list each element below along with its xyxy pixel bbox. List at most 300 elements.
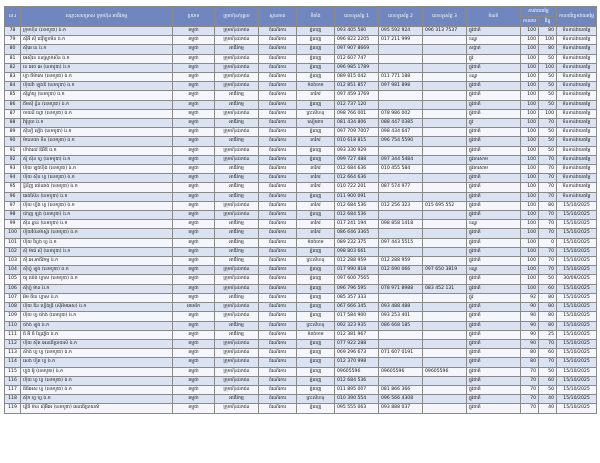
cell-owner[interactable]: ក្រុមហ៊ុនឯកជន xyxy=(215,404,259,413)
cell-place[interactable]: ភ្នំពេញ xyxy=(297,376,335,385)
cell-sub2[interactable]: 70 xyxy=(539,165,557,174)
cell-note[interactable]: ផ្លូវជាតិ xyxy=(467,238,521,247)
cell-sub2[interactable]: 50 xyxy=(539,146,557,155)
cell-type[interactable]: អាមេរិក xyxy=(173,303,215,312)
cell-phone3[interactable] xyxy=(423,109,467,118)
cell-name[interactable]: ហ៊ុយ ហ្វែង ហ្វ ឯ.ក xyxy=(21,238,173,247)
cell-owner[interactable]: អាជីវកម្ម xyxy=(215,395,259,404)
cell-no[interactable]: 116 xyxy=(5,376,21,385)
cell-phone1[interactable]: 012 684 636 xyxy=(335,165,379,174)
cell-no[interactable]: 115 xyxy=(5,367,21,376)
cell-place[interactable]: ភ្នំពេញ xyxy=(297,63,335,72)
cell-phone2[interactable]: 098 434 647 xyxy=(379,128,423,137)
cell-phone3[interactable] xyxy=(423,183,467,192)
cell-no[interactable]: 99 xyxy=(5,220,21,229)
cell-phone2[interactable]: 093 488 488 xyxy=(379,303,423,312)
cell-phone3[interactable] xyxy=(423,385,467,394)
cell-owner[interactable]: ក្រុមហ៊ុនឯកជន xyxy=(215,284,259,293)
cell-owner[interactable]: អាជីវកម្ម xyxy=(215,247,259,256)
cell-date[interactable]: 30/09/2025 xyxy=(557,275,597,284)
cell-phone2[interactable]: 081 866 366 xyxy=(379,385,423,394)
cell-place[interactable]: ភ្នំពេញ xyxy=(297,284,335,293)
cell-owner[interactable]: ក្រុមហ៊ុនឯកជន xyxy=(215,349,259,358)
cell-type[interactable]: គម្ពុជា xyxy=(173,238,215,247)
cell-phone1[interactable]: 097 907 8669 xyxy=(335,45,379,54)
cell-owner[interactable]: អាជីវកម្ម xyxy=(215,137,259,146)
cell-name[interactable]: ធី អ៊ី ធី ខ្សែភ្លើង ឯ.ក xyxy=(21,330,173,339)
cell-status[interactable]: ដំណើរការ xyxy=(259,358,297,367)
cell-sub1[interactable]: 100 xyxy=(521,165,539,174)
cell-sub1[interactable]: 100 xyxy=(521,119,539,128)
cell-type[interactable]: គម្ពុជា xyxy=(173,339,215,348)
cell-sub1[interactable]: 100 xyxy=(521,73,539,82)
cell-no[interactable]: 113 xyxy=(5,349,21,358)
cell-status[interactable]: ដំណើរការ xyxy=(259,266,297,275)
cell-phone2[interactable] xyxy=(379,376,423,385)
cell-note[interactable]: ផ្លូវជាតិ xyxy=(467,82,521,91)
cell-sub1[interactable]: 100 xyxy=(521,257,539,266)
cell-sub2[interactable]: 70 xyxy=(539,339,557,348)
cell-name[interactable]: ចាយនី ហ្គោ (ខេមបូឌា) ឯ.ក xyxy=(21,109,173,118)
cell-place[interactable]: ភ្នំពេញ xyxy=(297,247,335,256)
cell-sub1[interactable]: 80 xyxy=(521,349,539,358)
cell-phone3[interactable] xyxy=(423,119,467,128)
cell-place[interactable]: តាកែវ xyxy=(297,220,335,229)
cell-sub1[interactable]: 100 xyxy=(521,155,539,164)
cell-type[interactable]: គម្ពុជា xyxy=(173,395,215,404)
cell-status[interactable]: ដំណើរការ xyxy=(259,211,297,220)
cell-date[interactable]: មិនទាន់វាយតម្លៃ xyxy=(557,100,597,109)
cell-phone1[interactable]: 077 922 288 xyxy=(335,339,379,348)
cell-date[interactable]: មិនទាន់វាយតម្លៃ xyxy=(557,155,597,164)
cell-date[interactable]: មិនទាន់វាយតម្លៃ xyxy=(557,137,597,146)
cell-owner[interactable]: អាជីវកម្ម xyxy=(215,330,259,339)
cell-no[interactable]: 97 xyxy=(5,201,21,210)
cell-status[interactable]: ដំណើរការ xyxy=(259,229,297,238)
cell-name[interactable]: វ៉ារ៉ូបូធា ឯ.ក xyxy=(21,119,173,128)
cell-date[interactable]: មិនទាន់វាយតម្លៃ xyxy=(557,73,597,82)
cell-sub1[interactable]: 100 xyxy=(521,27,539,36)
cell-phone3[interactable] xyxy=(423,165,467,174)
cell-note[interactable]: ផ្លូវជាតិ xyxy=(467,358,521,367)
cell-sub1[interactable]: 100 xyxy=(521,183,539,192)
cell-type[interactable]: គម្ពុជា xyxy=(173,312,215,321)
cell-no[interactable]: 98 xyxy=(5,211,21,220)
cell-phone1[interactable]: 09605596 xyxy=(335,367,379,376)
cell-owner[interactable]: ក្រុមហ៊ុនឯកជន xyxy=(215,54,259,63)
cell-sub1[interactable]: 100 xyxy=(521,82,539,91)
cell-phone1[interactable]: 012 684 536 xyxy=(335,211,379,220)
cell-sub2[interactable]: 80 xyxy=(539,321,557,330)
cell-owner[interactable]: អាជីវកម្ម xyxy=(215,321,259,330)
header-sub2[interactable]: ពិន្ទុ xyxy=(539,17,557,27)
cell-phone2[interactable]: 096 566 4308 xyxy=(379,395,423,404)
cell-phone2[interactable]: 09605596 xyxy=(379,367,423,376)
cell-name[interactable]: ហ៊ុយ ឡុងហ៊ុង (ខេមបូឌា) ឯ.ក xyxy=(21,165,173,174)
cell-phone3[interactable] xyxy=(423,247,467,256)
cell-name[interactable]: ហ៊ុយ ស៊ីត អេនធើប្រាយស៍ ឯ.ក xyxy=(21,339,173,348)
cell-owner[interactable]: ក្រុមហ៊ុនឯកជន xyxy=(215,109,259,118)
cell-phone3[interactable] xyxy=(423,321,467,330)
cell-date[interactable]: 15/10/2025 xyxy=(557,266,597,275)
cell-sub1[interactable]: 80 xyxy=(521,358,539,367)
cell-phone2[interactable] xyxy=(379,358,423,367)
header-owner[interactable]: ក្រុមហ៊ុន/បុគ្គល xyxy=(215,7,259,27)
cell-sub1[interactable]: 100 xyxy=(521,137,539,146)
cell-status[interactable]: ដំណើរការ xyxy=(259,128,297,137)
cell-phone3[interactable] xyxy=(423,303,467,312)
cell-phone1[interactable]: 017 584 900 xyxy=(335,312,379,321)
cell-date[interactable]: មិនទាន់វាយតម្លៃ xyxy=(557,91,597,100)
cell-name[interactable]: ស៊ីឆ្វាំយូ (ខេមបូឌា) ឯ.ក xyxy=(21,91,173,100)
cell-no[interactable]: 86 xyxy=(5,100,21,109)
cell-status[interactable]: ដំណើរការ xyxy=(259,293,297,302)
cell-sub2[interactable]: 70 xyxy=(539,192,557,201)
cell-phone1[interactable]: 012 288 959 xyxy=(335,257,379,266)
cell-place[interactable]: ភ្នំពេញ xyxy=(297,211,335,220)
cell-place[interactable]: ភ្នំពេញ xyxy=(297,128,335,137)
cell-date[interactable]: 15/10/2025 xyxy=(557,284,597,293)
cell-phone3[interactable] xyxy=(423,312,467,321)
cell-sub1[interactable]: 100 xyxy=(521,54,539,63)
cell-no[interactable]: 90 xyxy=(5,137,21,146)
cell-phone1[interactable]: 089 232 375 xyxy=(335,238,379,247)
cell-phone2[interactable] xyxy=(379,63,423,72)
cell-name[interactable]: ហ៊ុយ ហ្វ ហ្វ (ខេមបូឌា) ឯ.ក xyxy=(21,376,173,385)
cell-type[interactable]: គម្ពុជា xyxy=(173,109,215,118)
cell-phone2[interactable]: 096 754 5590 xyxy=(379,137,423,146)
cell-note[interactable]: ផ្លូវជាតិ xyxy=(467,211,521,220)
cell-status[interactable]: ដំណើរការ xyxy=(259,174,297,183)
cell-phone2[interactable] xyxy=(379,211,423,220)
cell-place[interactable]: តាកែវ xyxy=(297,174,335,183)
cell-phone3[interactable]: 015 695 552 xyxy=(423,201,467,210)
cell-name[interactable]: អិម ធីខេ ហ្គាស ឯ.ក xyxy=(21,293,173,302)
cell-no[interactable]: 87 xyxy=(5,109,21,118)
cell-phone1[interactable]: 011 900 091 xyxy=(335,192,379,201)
cell-phone1[interactable]: 085 357 333 xyxy=(335,293,379,302)
cell-phone2[interactable] xyxy=(379,275,423,284)
cell-phone3[interactable] xyxy=(423,293,467,302)
cell-sub2[interactable]: 100 xyxy=(539,109,557,118)
cell-sub1[interactable]: 100 xyxy=(521,91,539,100)
cell-owner[interactable]: ក្រុមហ៊ុនឯកជន xyxy=(215,36,259,45)
cell-phone2[interactable]: 012 690 066 xyxy=(379,266,423,275)
cell-place[interactable]: កំពង់ចាម xyxy=(297,238,335,247)
cell-note[interactable]: ផ្លូវជាតិ xyxy=(467,146,521,155)
cell-no[interactable]: 104 xyxy=(5,266,21,275)
cell-note[interactable]: ផ្លូវជាតិ xyxy=(467,321,521,330)
cell-phone1[interactable]: 012 381 967 xyxy=(335,330,379,339)
cell-date[interactable]: មិនទាន់វាយតម្លៃ xyxy=(557,165,597,174)
header-sub1[interactable]: ភាគរយ xyxy=(521,17,539,27)
cell-place[interactable]: ភ្នំពេញ xyxy=(297,303,335,312)
cell-phone3[interactable] xyxy=(423,257,467,266)
cell-no[interactable]: 78 xyxy=(5,27,21,36)
header-name[interactable]: ឈ្មោះសហគ្រាស ក្រុមហ៊ុន អាជីវកម្ម xyxy=(21,7,173,27)
cell-phone2[interactable] xyxy=(379,330,423,339)
cell-sub2[interactable]: 60 xyxy=(539,284,557,293)
cell-sub2[interactable]: 70 xyxy=(539,220,557,229)
cell-note[interactable]: ផ្លូវជាតិ xyxy=(467,395,521,404)
cell-phone1[interactable]: 099 727 488 xyxy=(335,155,379,164)
cell-sub1[interactable]: 100 xyxy=(521,284,539,293)
cell-status[interactable]: ដំណើរការ xyxy=(259,137,297,146)
cell-sub2[interactable]: 50 xyxy=(539,100,557,109)
cell-name[interactable]: ស៊ី.អេ.អាជីវកម្ម ឯ.ក xyxy=(21,257,173,266)
cell-phone2[interactable]: 097 344 5484 xyxy=(379,155,423,164)
cell-place[interactable]: ភ្នំពេញ xyxy=(297,155,335,164)
cell-note[interactable]: ផ្លូវជាតិ xyxy=(467,128,521,137)
cell-type[interactable]: គម្ពុជា xyxy=(173,376,215,385)
cell-sub2[interactable]: 50 xyxy=(539,367,557,376)
cell-type[interactable]: គម្ពុជា xyxy=(173,45,215,54)
cell-note[interactable]: ផ្លូវជាតិ xyxy=(467,137,521,146)
cell-sub2[interactable]: 70 xyxy=(539,183,557,192)
cell-status[interactable]: ដំណើរការ xyxy=(259,284,297,293)
cell-no[interactable]: 117 xyxy=(5,385,21,394)
cell-no[interactable]: 82 xyxy=(5,63,21,72)
cell-owner[interactable]: ក្រុមហ៊ុនឯកជន xyxy=(215,155,259,164)
cell-phone3[interactable] xyxy=(423,238,467,247)
cell-note[interactable]: ផ្លូវជាតិ xyxy=(467,404,521,413)
cell-phone1[interactable]: 096 796 595 xyxy=(335,284,379,293)
cell-date[interactable]: មិនទាន់វាយតម្លៃ xyxy=(557,36,597,45)
cell-owner[interactable]: ក្រុមហ៊ុនឯកជន xyxy=(215,128,259,137)
cell-no[interactable]: 81 xyxy=(5,54,21,63)
cell-date[interactable]: 15/10/2025 xyxy=(557,358,597,367)
cell-sub1[interactable]: 100 xyxy=(521,109,539,118)
cell-date[interactable]: មិនទាន់វាយតម្លៃ xyxy=(557,119,597,128)
cell-sub2[interactable]: 80 xyxy=(539,293,557,302)
cell-type[interactable]: គម្ពុជា xyxy=(173,201,215,210)
cell-sub2[interactable]: 70 xyxy=(539,257,557,266)
cell-name[interactable]: ស៊ីហ្វុំ ម៉ាន ឯ.ក xyxy=(21,284,173,293)
cell-sub1[interactable]: 90 xyxy=(521,321,539,330)
cell-sub2[interactable]: 80 xyxy=(539,45,557,54)
cell-no[interactable]: 88 xyxy=(5,119,21,128)
cell-phone3[interactable] xyxy=(423,82,467,91)
cell-owner[interactable]: អាជីវកម្ម xyxy=(215,293,259,302)
cell-status[interactable]: ដំណើរការ xyxy=(259,45,297,54)
header-phone2[interactable]: លេខទូរស័ព្ទ 2 xyxy=(379,7,423,27)
cell-no[interactable]: 111 xyxy=(5,330,21,339)
cell-owner[interactable]: ក្រុមហ៊ុនឯកជន xyxy=(215,266,259,275)
cell-status[interactable]: ដំណើរការ xyxy=(259,73,297,82)
cell-status[interactable]: ដំណើរការ xyxy=(259,91,297,100)
cell-type[interactable]: គម្ពុជា xyxy=(173,358,215,367)
cell-no[interactable]: 93 xyxy=(5,165,21,174)
cell-phone2[interactable] xyxy=(379,192,423,201)
cell-phone2[interactable] xyxy=(379,293,423,302)
cell-phone3[interactable] xyxy=(423,358,467,367)
cell-phone2[interactable]: 093 888 037 xyxy=(379,404,423,413)
cell-no[interactable]: 118 xyxy=(5,395,21,404)
cell-phone3[interactable] xyxy=(423,192,467,201)
cell-sub2[interactable]: 25 xyxy=(539,330,557,339)
cell-place[interactable]: ភ្នំពេញ xyxy=(297,27,335,36)
cell-place[interactable]: តាកែវ xyxy=(297,165,335,174)
cell-status[interactable]: ដំណើរការ xyxy=(259,376,297,385)
cell-note[interactable]: ខណ្ឌ xyxy=(467,36,521,45)
cell-phone1[interactable]: 010 722 201 xyxy=(335,183,379,192)
cell-phone2[interactable] xyxy=(379,247,423,256)
cell-note[interactable]: ផ្លូវជាតិ xyxy=(467,27,521,36)
cell-status[interactable]: ដំណើរការ xyxy=(259,321,297,330)
cell-date[interactable]: 15/10/2025 xyxy=(557,395,597,404)
cell-type[interactable]: គម្ពុជា xyxy=(173,367,215,376)
cell-sub2[interactable]: 80 xyxy=(539,303,557,312)
cell-type[interactable]: គម្ពុជា xyxy=(173,155,215,164)
cell-phone3[interactable] xyxy=(423,211,467,220)
header-type[interactable]: ប្រភេទ xyxy=(173,7,215,27)
cell-sub2[interactable]: 70 xyxy=(539,211,557,220)
cell-phone1[interactable]: 097 459 3769 xyxy=(335,91,379,100)
cell-owner[interactable]: អាជីវកម្ម xyxy=(215,165,259,174)
cell-status[interactable]: ដំណើរការ xyxy=(259,155,297,164)
cell-phone1[interactable]: 096 822 2205 xyxy=(335,36,379,45)
cell-phone3[interactable] xyxy=(423,275,467,284)
cell-note[interactable]: ផ្លូវជាតិ xyxy=(467,385,521,394)
cell-type[interactable]: គម្ពុជា xyxy=(173,404,215,413)
cell-date[interactable]: 15/10/2025 xyxy=(557,385,597,394)
cell-sub1[interactable]: 100 xyxy=(521,220,539,229)
cell-sub2[interactable]: 70 xyxy=(539,358,557,367)
cell-place[interactable]: ភ្នំពេញ xyxy=(297,146,335,155)
cell-sub1[interactable]: 100 xyxy=(521,247,539,256)
cell-date[interactable]: 15/10/2025 xyxy=(557,349,597,358)
cell-name[interactable]: ស៊ាង ហ្វ ហ្វ (ខេមបូឌា) ឯ.ក xyxy=(21,349,173,358)
cell-phone2[interactable] xyxy=(379,229,423,238)
cell-owner[interactable]: ក្រុមហ៊ុនឯកជន xyxy=(215,201,259,210)
cell-type[interactable]: គម្ពុជា xyxy=(173,247,215,256)
cell-place[interactable]: ភ្នំពេញ xyxy=(297,266,335,275)
cell-note[interactable]: ផ្លូវជាតិ xyxy=(467,63,521,72)
cell-type[interactable]: គម្ពុជា xyxy=(173,266,215,275)
cell-note[interactable]: ផ្លូវជាតិ xyxy=(467,349,521,358)
cell-owner[interactable]: អាជីវកម្ម xyxy=(215,183,259,192)
cell-phone2[interactable]: 097 981 898 xyxy=(379,82,423,91)
cell-phone3[interactable] xyxy=(423,395,467,404)
cell-phone1[interactable]: 098 766 001 xyxy=(335,109,379,118)
cell-name[interactable]: ហ៊ួយប៉ែនម៉ាស្ទ័រ (ខេមបូឌា) ឯ.ក xyxy=(21,229,173,238)
cell-phone3[interactable] xyxy=(423,349,467,358)
cell-date[interactable]: មិនទាន់វាយតម្លៃ xyxy=(557,54,597,63)
cell-no[interactable]: 79 xyxy=(5,36,21,45)
cell-name[interactable]: ខ្វិនីញ យ៉េនឆង (ខេមបូឌា) ឯ.ក xyxy=(21,183,173,192)
cell-note[interactable]: ផ្លូវជាតិ xyxy=(467,100,521,109)
cell-phone2[interactable] xyxy=(379,339,423,348)
cell-type[interactable]: គម្ពុជា xyxy=(173,385,215,394)
cell-sub2[interactable]: 100 xyxy=(539,63,557,72)
cell-phone2[interactable]: 078 971 8988 xyxy=(379,284,423,293)
cell-type[interactable]: គម្ពុជា xyxy=(173,165,215,174)
cell-note[interactable]: ផ្លូវតាសោម xyxy=(467,155,521,164)
cell-type[interactable]: គម្ពុជា xyxy=(173,229,215,238)
cell-phone1[interactable]: 097 600 7565 xyxy=(335,275,379,284)
cell-sub1[interactable]: 100 xyxy=(521,63,539,72)
cell-sub2[interactable]: 50 xyxy=(539,82,557,91)
cell-no[interactable]: 80 xyxy=(5,45,21,54)
cell-type[interactable]: គម្ពុជា xyxy=(173,119,215,128)
cell-name[interactable]: ស៊ីអេ ខេ ឯ.ក xyxy=(21,45,173,54)
cell-sub1[interactable]: 100 xyxy=(521,275,539,284)
cell-type[interactable]: គម្ពុជា xyxy=(173,146,215,155)
cell-type[interactable]: គម្ពុជា xyxy=(173,137,215,146)
cell-type[interactable]: គម្ពុជា xyxy=(173,174,215,183)
cell-note[interactable]: ផ្លូវជាតិ xyxy=(467,229,521,238)
cell-note[interactable]: ផ្លូវជាតិ xyxy=(467,367,521,376)
cell-sub2[interactable]: 70 xyxy=(539,266,557,275)
cell-note[interactable]: ខណ្ឌ xyxy=(467,220,521,229)
cell-place[interactable]: ព្រះសីហនុ xyxy=(297,321,335,330)
cell-sub2[interactable]: 70 xyxy=(539,174,557,183)
cell-note[interactable]: ផ្លូវជាតិ xyxy=(467,91,521,100)
cell-owner[interactable]: ក្រុមហ៊ុនឯកជន xyxy=(215,367,259,376)
cell-sub2[interactable]: 60 xyxy=(539,349,557,358)
cell-phone2[interactable]: 087 574 977 xyxy=(379,183,423,192)
cell-place[interactable]: ភ្នំពេញ xyxy=(297,385,335,394)
cell-no[interactable]: 95 xyxy=(5,183,21,192)
cell-phone3[interactable] xyxy=(423,91,467,100)
cell-date[interactable]: 15/10/2025 xyxy=(557,376,597,385)
cell-place[interactable]: ភ្នំពេញ xyxy=(297,339,335,348)
cell-date[interactable]: មិនទាន់វាយតម្លៃ xyxy=(557,146,597,155)
cell-owner[interactable]: ក្រុមហ៊ុនឯកជន xyxy=(215,63,259,72)
cell-type[interactable]: គម្ពុជា xyxy=(173,100,215,109)
cell-sub2[interactable]: 70 xyxy=(539,119,557,128)
cell-note[interactable]: ផ្លូវជាតិ xyxy=(467,174,521,183)
cell-date[interactable]: 15/10/2025 xyxy=(557,220,597,229)
cell-name[interactable]: ធីធីអេស ហ្វ (ខេមបូឌា) ឯ.ក xyxy=(21,385,173,394)
cell-phone3[interactable] xyxy=(423,146,467,155)
cell-place[interactable]: ព្រះសីហនុ xyxy=(297,109,335,118)
cell-phone2[interactable]: 093 253 401 xyxy=(379,312,423,321)
cell-sub1[interactable]: 100 xyxy=(521,266,539,275)
cell-sub2[interactable]: 40 xyxy=(539,404,557,413)
cell-phone2[interactable]: 098 858 1418 xyxy=(379,220,423,229)
cell-sub1[interactable]: 70 xyxy=(521,385,539,394)
cell-status[interactable]: ដំណើរការ xyxy=(259,257,297,266)
cell-name[interactable]: ស៊ីហ្វុំ ឡុង (ខេមបូឌា) ឯ.ក xyxy=(21,266,173,275)
cell-sub1[interactable]: 100 xyxy=(521,229,539,238)
cell-phone1[interactable]: 010 618 815 xyxy=(335,137,379,146)
cell-phone1[interactable]: 011 895 007 xyxy=(335,385,379,394)
cell-sub2[interactable]: 50 xyxy=(539,385,557,394)
cell-date[interactable]: មិនទាន់វាយតម្លៃ xyxy=(557,63,597,72)
cell-type[interactable]: គម្ពុជា xyxy=(173,82,215,91)
cell-no[interactable]: 102 xyxy=(5,247,21,256)
cell-no[interactable]: 114 xyxy=(5,358,21,367)
cell-place[interactable]: តាកែវ xyxy=(297,137,335,146)
cell-name[interactable]: ស៊ីអ៊ី ស៊ី ដេវ៉ិឡុបមិន ឯ.ក xyxy=(21,36,173,45)
cell-no[interactable]: 100 xyxy=(5,229,21,238)
cell-name[interactable]: ហ៊ុយ ហ្វ យ៉ាង (ខេមបូឌា) ឯ.ក xyxy=(21,312,173,321)
cell-name[interactable]: សេង ហ៊ួត ហ្វ ឯ.ក xyxy=(21,358,173,367)
cell-date[interactable]: មិនទាន់វាយតម្លៃ xyxy=(557,174,597,183)
cell-owner[interactable]: អាជីវកម្ម xyxy=(215,45,259,54)
cell-place[interactable]: តាកែវ xyxy=(297,229,335,238)
cell-note[interactable]: ផ្លូវជាតិ xyxy=(467,376,521,385)
cell-place[interactable]: ភ្នំពេញ xyxy=(297,192,335,201)
cell-date[interactable]: 15/10/2025 xyxy=(557,211,597,220)
cell-sub1[interactable]: 100 xyxy=(521,238,539,247)
cell-phone1[interactable]: 093 405 580 xyxy=(335,27,379,36)
cell-note[interactable]: ផ្លូវ xyxy=(467,293,521,302)
cell-type[interactable]: គម្ពុជា xyxy=(173,349,215,358)
cell-type[interactable]: គម្ពុជា xyxy=(173,321,215,330)
cell-name[interactable]: យ៉ាង ឡុង ឯ.ក xyxy=(21,321,173,330)
